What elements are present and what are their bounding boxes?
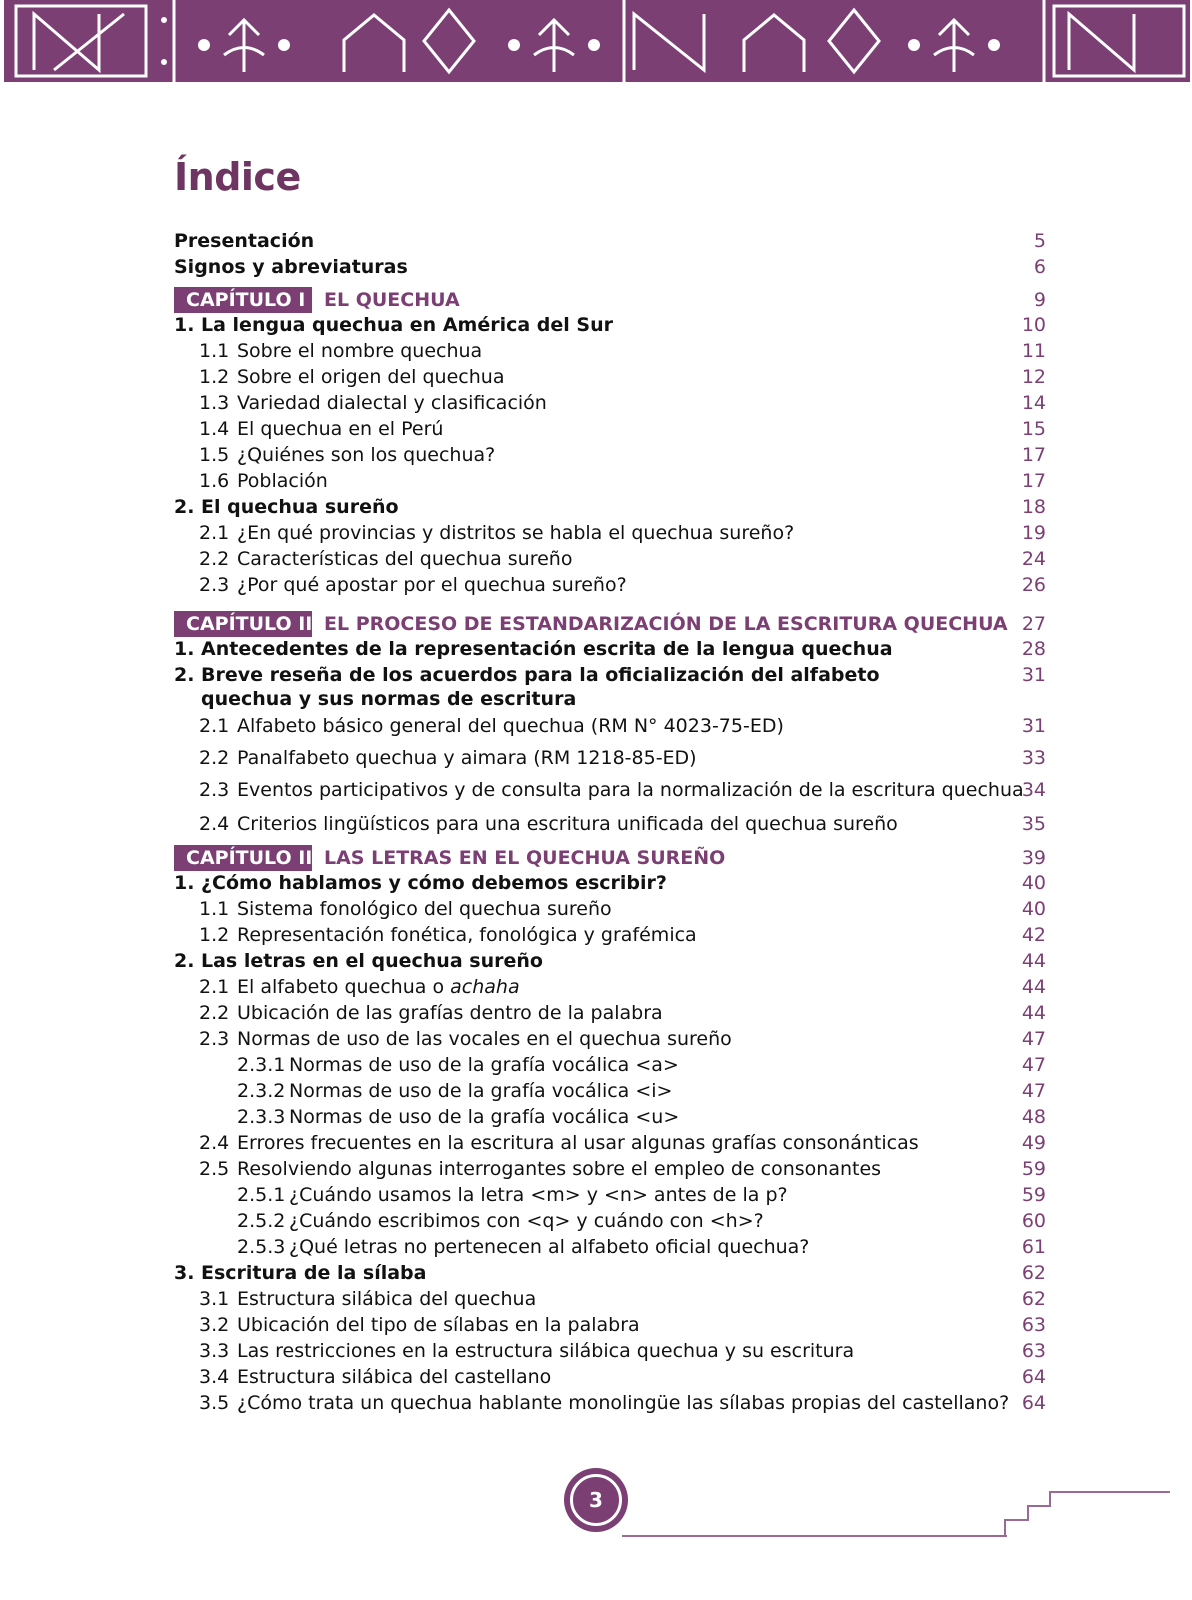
entry-title-text: El alfabeto quechua o	[237, 976, 451, 998]
page-ref: 44	[1021, 976, 1046, 998]
entry-title-text: Criterios lingüísticos para una escritura unificada del quechua sureño	[237, 813, 898, 835]
entry-title	[237, 1157, 881, 1181]
chapter-row[interactable]	[174, 611, 1046, 637]
entry-title	[237, 1131, 919, 1155]
entry-title	[237, 1287, 536, 1311]
entry-title-text: Escritura de la sílaba	[201, 1262, 427, 1284]
entry-number: 2.4	[199, 1132, 230, 1154]
entry-title	[201, 313, 613, 337]
entry-title-text: ¿En qué provincias y distritos se habla el quechua sureño?	[237, 522, 795, 544]
page-ref: 28	[1021, 638, 1046, 660]
stairs-decoration-icon	[1000, 1480, 1170, 1540]
entry-title	[201, 495, 399, 519]
page-ref: 61	[1021, 1236, 1046, 1258]
entry-title	[201, 871, 667, 895]
entry-number: 3.4	[199, 1366, 230, 1388]
entry-number: 3.3	[199, 1340, 230, 1362]
entry-title-text: Presentación	[174, 230, 315, 252]
page-ref: 31	[1021, 715, 1046, 737]
page-ref: 47	[1021, 1054, 1046, 1076]
entry-number: 2.	[174, 664, 195, 686]
entry-title-italic: achaha	[450, 976, 520, 998]
page-ref: 10	[1021, 314, 1046, 336]
page-ref: 64	[1021, 1366, 1046, 1388]
entry-title	[237, 1391, 1009, 1415]
page-ref: 64	[1021, 1392, 1046, 1414]
entry-number: 3.1	[199, 1288, 230, 1310]
entry-number: 2.1	[199, 976, 230, 998]
entry-number: 1.3	[199, 392, 230, 414]
chapter-badge: CAPÍTULO II	[174, 611, 312, 637]
entry-number: 2.3	[199, 779, 230, 801]
page-ref: 12	[1021, 366, 1046, 388]
entry-title-text: Normas de uso de la grafía vocálica <u>	[289, 1106, 680, 1128]
entry-number: 1.2	[199, 924, 230, 946]
chapter-row[interactable]	[174, 845, 1046, 871]
entry-number: 3.2	[199, 1314, 230, 1336]
entry-number: 2.1	[199, 715, 230, 737]
page-ref: 6	[1033, 256, 1046, 278]
page-ref: 14	[1021, 392, 1046, 414]
page-ref: 47	[1021, 1080, 1046, 1102]
entry-title-text: Alfabeto básico general del quechua (RM N° 4023-75-ED)	[237, 715, 784, 737]
toc-entry[interactable]	[174, 663, 1046, 711]
entry-number: 2.3	[199, 574, 230, 596]
entry-title-text: Normas de uso de la grafía vocálica <i>	[289, 1080, 673, 1102]
entry-number: 2.5.3	[237, 1236, 286, 1258]
entry-title	[237, 1339, 854, 1363]
entry-number: 1.5	[199, 444, 230, 466]
entry-title-text: Población	[237, 470, 328, 492]
page-ref: 48	[1021, 1106, 1046, 1128]
entry-title	[237, 469, 328, 493]
entry-title	[237, 1313, 640, 1337]
entry-title-text: ¿Por qué apostar por el quechua sureño?	[237, 574, 627, 596]
chapter-row[interactable]	[174, 287, 1046, 313]
page-ref: 18	[1021, 496, 1046, 518]
entry-title	[289, 1053, 679, 1077]
entry-title	[237, 365, 504, 389]
page-ref: 44	[1021, 1002, 1046, 1024]
entry-title	[237, 1365, 551, 1389]
entry-title-text: ¿Quiénes son los quechua?	[237, 444, 496, 466]
entry-title-text: Signos y abreviaturas	[174, 256, 408, 278]
entry-number: 1.1	[199, 898, 230, 920]
entry-title-text: Normas de uso de las vocales en el quechua sureño	[237, 1028, 732, 1050]
entry-title-text: ¿Cuándo escribimos con <q> y cuándo con <h>?	[289, 1210, 764, 1232]
footer-divider	[622, 1535, 1007, 1537]
entry-number: 2.5.1	[237, 1184, 286, 1206]
entry-title-text: Ubicación de las grafías dentro de la palabra	[237, 1002, 663, 1024]
page-ref: 15	[1021, 418, 1046, 440]
entry-title-text: ¿Cuándo usamos la letra <m> y <n> antes de la p?	[289, 1184, 788, 1206]
entry-title	[237, 547, 572, 571]
entry-title	[289, 1183, 788, 1207]
page-ref: 59	[1021, 1158, 1046, 1180]
page-ref: 35	[1021, 813, 1046, 835]
page-ref: 62	[1021, 1288, 1046, 1310]
entry-number: 1.1	[199, 340, 230, 362]
page-ref: 9	[1033, 289, 1046, 311]
page-number-badge	[564, 1468, 628, 1532]
entry-title-text: Estructura silábica del quechua	[237, 1288, 537, 1310]
page-ref: 44	[1021, 950, 1046, 972]
page-ref: 60	[1021, 1210, 1046, 1232]
entry-title	[237, 778, 1024, 802]
chapter-title: EL PROCESO DE ESTANDARIZACIÓN DE LA ESCRITURA QUECHUA	[324, 613, 1008, 635]
entry-title	[237, 812, 898, 836]
entry-title	[201, 1261, 426, 1285]
entry-title-text: Eventos participativos y de consulta para la normalización de la escritura quechua	[237, 779, 1024, 801]
page-ref: 27	[1021, 613, 1046, 635]
page-ref: 62	[1021, 1262, 1046, 1284]
entry-number: 2.5	[199, 1158, 230, 1180]
entry-number: 2.3.2	[237, 1080, 286, 1102]
entry-title-text: Estructura silábica del castellano	[237, 1366, 552, 1388]
entry-title	[237, 714, 784, 738]
entry-title-text: Errores frecuentes en la escritura al usar algunas grafías consonánticas	[237, 1132, 919, 1154]
entry-title-text: El quechua en el Perú	[237, 418, 444, 440]
entry-title	[237, 1001, 663, 1025]
chapter-badge: CAPÍTULO III	[174, 845, 312, 871]
entry-title-text: Sobre el nombre quechua	[237, 340, 483, 362]
entry-title-text: Las letras en el quechua sureño	[201, 950, 543, 972]
page-ref: 40	[1021, 898, 1046, 920]
entry-title	[289, 1209, 764, 1233]
entry-title-text: Características del quechua sureño	[237, 548, 573, 570]
entry-number: 3.5	[199, 1392, 230, 1414]
entry-title	[237, 897, 612, 921]
page-ref: 24	[1021, 548, 1046, 570]
page-ref: 47	[1021, 1028, 1046, 1050]
page-ref: 49	[1021, 1132, 1046, 1154]
entry-number: 2.2	[199, 747, 230, 769]
page-ref: 19	[1021, 522, 1046, 544]
entry-title	[289, 1235, 809, 1259]
entry-title	[237, 417, 443, 441]
page-number: 3	[570, 1474, 622, 1526]
entry-title	[237, 746, 697, 770]
entry-title	[174, 255, 408, 279]
page-ref: 40	[1021, 872, 1046, 894]
entry-title	[174, 229, 314, 253]
entry-number: 2.5.2	[237, 1210, 286, 1232]
entry-title	[237, 521, 794, 545]
entry-number: 1.6	[199, 470, 230, 492]
entry-number: 2.2	[199, 548, 230, 570]
entry-title-text: Variedad dialectal y clasificación	[237, 392, 547, 414]
entry-title-text: Resolviendo algunas interrogantes sobre el empleo de consonantes	[237, 1158, 882, 1180]
page-ref: 63	[1021, 1340, 1046, 1362]
page-ref: 34	[1021, 779, 1046, 801]
entry-number: 2.	[174, 496, 195, 518]
entry-title-text: Las restricciones en la estructura silábica quechua y su escritura	[237, 1340, 855, 1362]
entry-title	[237, 923, 697, 947]
page-ref: 59	[1021, 1184, 1046, 1206]
chapter-badge: CAPÍTULO I	[174, 287, 312, 313]
entry-title	[237, 391, 547, 415]
entry-number: 1.	[174, 872, 195, 894]
entry-title-text: La lengua quechua en América del Sur	[201, 314, 613, 336]
entry-number: 1.2	[199, 366, 230, 388]
entry-number: 2.2	[199, 1002, 230, 1024]
page-ref: 17	[1021, 444, 1046, 466]
page-ref: 17	[1021, 470, 1046, 492]
entry-number: 2.3.3	[237, 1106, 286, 1128]
page-ref: 31	[1021, 664, 1046, 686]
page-ref: 33	[1021, 747, 1046, 769]
entry-number: 2.	[174, 950, 195, 972]
entry-title	[201, 949, 543, 973]
entry-title-text: ¿Cómo trata un quechua hablante monolingüe las sílabas propias del castellano?	[237, 1392, 1010, 1414]
entry-title	[201, 637, 893, 661]
entry-number: 2.3	[199, 1028, 230, 1050]
entry-number: 1.	[174, 638, 195, 660]
entry-number: 1.4	[199, 418, 230, 440]
entry-title-text: Panalfabeto quechua y aimara (RM 1218-85-ED)	[237, 747, 697, 769]
entry-number: 2.1	[199, 522, 230, 544]
entry-title	[237, 573, 627, 597]
entry-title-text: Normas de uso de la grafía vocálica <a>	[289, 1054, 679, 1076]
page-ref: 42	[1021, 924, 1046, 946]
page-ref: 11	[1021, 340, 1046, 362]
page-ref: 5	[1033, 230, 1046, 252]
chapter-title: EL QUECHUA	[324, 289, 460, 311]
entry-title-text: ¿Qué letras no pertenecen al alfabeto oficial quechua?	[289, 1236, 810, 1258]
page-ref: 26	[1021, 574, 1046, 596]
entry-number: 2.4	[199, 813, 230, 835]
chapter-title: LAS LETRAS EN EL QUECHUA SUREÑO	[324, 847, 726, 869]
entry-title-text: Sistema fonológico del quechua sureño	[237, 898, 612, 920]
entry-title-text: Breve reseña de los acuerdos para la oficialización del alfabeto quechua y sus normas de escritura	[201, 664, 880, 710]
entry-title-text: ¿Cómo hablamos y cómo debemos escribir?	[201, 872, 667, 894]
entry-title	[237, 1027, 732, 1051]
entry-number: 2.3.1	[237, 1054, 286, 1076]
entry-title-text: Antecedentes de la representación escrita de la lengua quechua	[201, 638, 893, 660]
entry-number: 1.	[174, 314, 195, 336]
page-ref: 39	[1021, 847, 1046, 869]
entry-title-text: Ubicación del tipo de sílabas en la palabra	[237, 1314, 640, 1336]
entry-title	[289, 1079, 672, 1103]
entry-title	[237, 339, 482, 363]
entry-title-text: Sobre el origen del quechua	[237, 366, 505, 388]
page-ref: 63	[1021, 1314, 1046, 1336]
entry-title	[201, 663, 961, 711]
entry-title	[237, 975, 520, 999]
entry-title-text: Representación fonética, fonológica y grafémica	[237, 924, 697, 946]
page-title: Índice	[174, 155, 301, 199]
entry-number: 3.	[174, 1262, 195, 1284]
entry-title-text: El quechua sureño	[201, 496, 399, 518]
entry-title	[237, 443, 495, 467]
entry-title	[289, 1105, 679, 1129]
